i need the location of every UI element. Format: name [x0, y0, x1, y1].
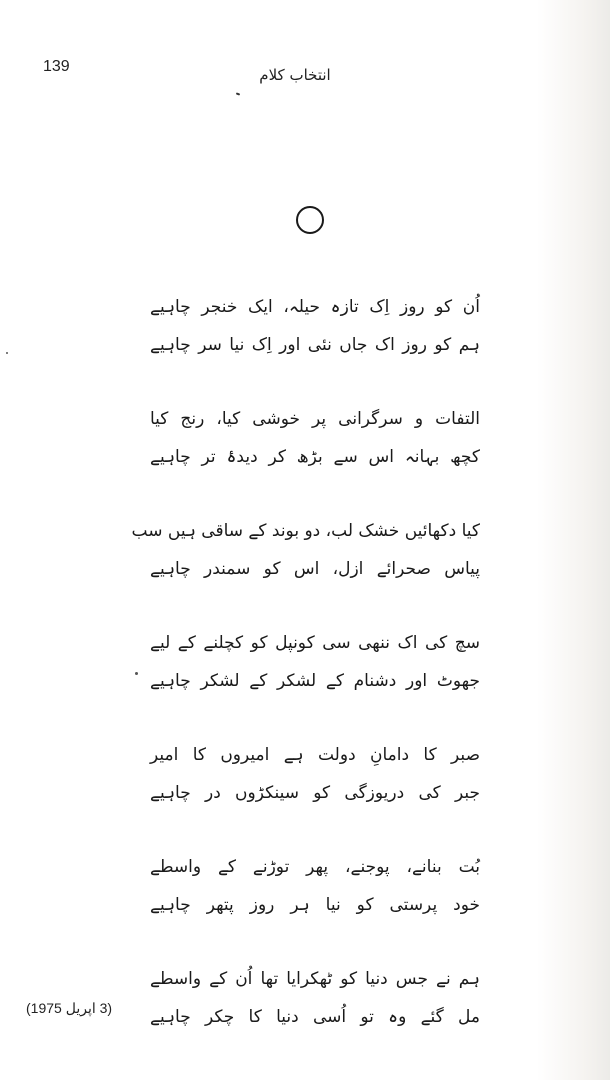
- composition-date: (3 اپریل 1975): [26, 1000, 113, 1016]
- running-head: انتخاب کلام: [259, 66, 331, 84]
- couplet-1: [150, 290, 480, 402]
- couplet-5: [150, 738, 480, 850]
- couplet-7: [150, 962, 480, 1074]
- couplet-line: صبر کا دامانِ دولت ہے امیروں کا امیر: [150, 745, 480, 765]
- couplet-line: سچ کی اک ننھی سی کونپل کو کچلنے کے لیے: [150, 633, 480, 653]
- couplet-line: ہم کو روز اک جاں نئی اور اِک نیا سر چاہیے: [150, 335, 480, 355]
- couplet-line: خود پرستی کو نیا ہر روز پتھر چاہیے: [150, 895, 480, 915]
- hollow-circle-ornament-icon: [296, 206, 324, 234]
- couplet-2: [150, 402, 480, 514]
- couplet-line: جبر کی دریوزگی کو سینکڑوں در چاہیے: [150, 783, 480, 803]
- paper-speck: [135, 672, 138, 675]
- couplet-line: جھوٹ اور دشنام کے لشکر کے لشکر چاہیے: [150, 671, 480, 691]
- couplet-4: [150, 626, 480, 738]
- couplet-line: التفات و سرگرانی پر خوشی کیا، رنج کیا: [150, 409, 480, 429]
- ink-mark: [236, 92, 240, 95]
- page-number: 139: [43, 58, 70, 75]
- paper-speck: [6, 352, 8, 354]
- couplet-3: [131, 514, 480, 626]
- couplet-6: [150, 850, 480, 962]
- couplet-line: ہم نے جس دنیا کو ٹھکرایا تھا اُن کے واسطے: [150, 969, 480, 989]
- couplet-line: بُت بنانے، پوجنے، پھر توڑنے کے واسطے: [150, 857, 480, 877]
- ghazal: [131, 290, 480, 1074]
- couplet-line: کیا دکھائیں خشک لب، دو بوند کے ساقی ہیں سب: [131, 521, 480, 541]
- couplet-line: پیاس صحرائے ازل، اس کو سمندر چاہیے: [150, 559, 480, 579]
- couplet-line: اُن کو روز اِک تازہ حیلہ، ایک خنجر چاہیے: [150, 297, 480, 317]
- couplet-line: مل گئے وہ تو اُسی دنیا کا چکر چاہیے: [150, 1007, 480, 1027]
- couplet-line: کچھ بہانہ اس سے بڑھ کر دیدۂ تر چاہیے: [150, 447, 480, 467]
